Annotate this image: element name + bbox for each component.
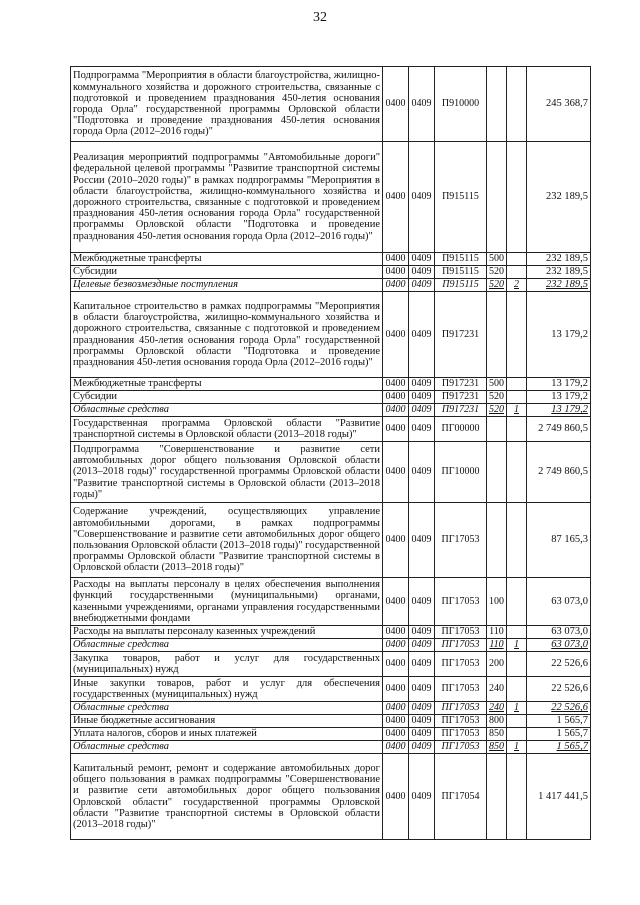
row-target-article: П917231 xyxy=(435,378,487,391)
row-section-code: 0400 xyxy=(383,378,409,391)
row-subsection-code: 0409 xyxy=(409,578,435,626)
row-section-code: 0400 xyxy=(383,578,409,626)
row-expense-type: 100 xyxy=(487,578,507,626)
row-expense-type xyxy=(487,503,507,578)
row-name: Расходы на выплаты персоналу казенных учреждений xyxy=(71,626,383,639)
row-section-code: 0400 xyxy=(383,417,409,442)
row-classifier-code xyxy=(507,715,527,728)
row-classifier-code xyxy=(507,578,527,626)
row-expense-type xyxy=(487,442,507,503)
row-amount: 2 749 860,5 xyxy=(527,417,591,442)
row-name: Реализация мероприятий подпрограммы "Автомобильные дороги" федеральной целевой программы "Развитие транспортной системы России (2010–2020 годы)" в рамках подпрограммы "Мероприятия в области благоустройства, жилищно-коммунального хозяйства и дорожного строительства, связанные с подготовкой и проведением празднования 450-летия основания города Орла" государственной программы Орловской области "Подготовка и проведение празднования 450-летия основания города Орла (2012–2016 годы)" xyxy=(71,142,383,253)
page-number: 32 xyxy=(313,10,327,25)
row-target-article: ПГ17054 xyxy=(435,754,487,840)
row-expense-type: 240 xyxy=(487,702,507,715)
row-section-code: 0400 xyxy=(383,677,409,702)
row-amount: 232 189,5 xyxy=(527,253,591,266)
row-name: Целевые безвозмездные поступления xyxy=(71,279,383,292)
row-expense-type xyxy=(487,417,507,442)
row-classifier-code xyxy=(507,253,527,266)
row-name: Государственная программа Орловской области "Развитие транспортной системы в Орловской области (2013–2018 годы)" xyxy=(71,417,383,442)
row-subsection-code: 0409 xyxy=(409,266,435,279)
row-target-article: ПГ17053 xyxy=(435,639,487,652)
row-target-article: П910000 xyxy=(435,67,487,142)
row-classifier-code: 2 xyxy=(507,279,527,292)
row-section-code: 0400 xyxy=(383,292,409,378)
row-target-article: ПГ17053 xyxy=(435,702,487,715)
row-name: Субсидии xyxy=(71,266,383,279)
row-amount: 1 417 441,5 xyxy=(527,754,591,840)
row-section-code: 0400 xyxy=(383,728,409,741)
row-name: Расходы на выплаты персоналу в целях обеспечения выполнения функций государственными (муниципальными) органами, казенными учреждениями, органами управления государственными внебюджетными фондами xyxy=(71,578,383,626)
table-row xyxy=(71,677,591,702)
row-name: Иные закупки товаров, работ и услуг для обеспечения государственных (муниципальных) нужд xyxy=(71,677,383,702)
row-classifier-code xyxy=(507,292,527,378)
row-name: Капитальный ремонт, ремонт и содержание автомобильных дорог общего пользования в рамках подпрограммы "Совершенствование и развитие сети автомобильных дорог общего пользования Орловской области" государственной программы Орловской области "Развитие транспортной системы в Орловской области (2013–2018 годы)" xyxy=(71,754,383,840)
row-classifier-code xyxy=(507,67,527,142)
table-row xyxy=(71,442,591,503)
row-amount: 87 165,3 xyxy=(527,503,591,578)
row-target-article: ПГ17053 xyxy=(435,677,487,702)
row-classifier-code xyxy=(507,417,527,442)
row-classifier-code: 1 xyxy=(507,702,527,715)
row-amount: 22 526,6 xyxy=(527,652,591,677)
row-amount: 1 565,7 xyxy=(527,715,591,728)
table-row xyxy=(71,652,591,677)
row-section-code: 0400 xyxy=(383,741,409,754)
row-subsection-code: 0409 xyxy=(409,754,435,840)
row-target-article: ПГ17053 xyxy=(435,728,487,741)
row-section-code: 0400 xyxy=(383,266,409,279)
row-section-code: 0400 xyxy=(383,639,409,652)
row-classifier-code xyxy=(507,626,527,639)
row-amount: 232 189,5 xyxy=(527,266,591,279)
row-amount: 13 179,2 xyxy=(527,378,591,391)
table-row xyxy=(71,266,591,279)
row-target-article: ПГ17053 xyxy=(435,741,487,754)
row-subsection-code: 0409 xyxy=(409,702,435,715)
row-expense-type: 110 xyxy=(487,639,507,652)
row-subsection-code: 0409 xyxy=(409,279,435,292)
row-subsection-code: 0409 xyxy=(409,652,435,677)
row-subsection-code: 0409 xyxy=(409,677,435,702)
row-amount: 232 189,5 xyxy=(527,142,591,253)
table-row xyxy=(71,639,591,652)
table-row xyxy=(71,417,591,442)
row-classifier-code: 1 xyxy=(507,404,527,417)
row-amount: 13 179,2 xyxy=(527,404,591,417)
row-amount: 1 565,7 xyxy=(527,728,591,741)
row-target-article: П917231 xyxy=(435,292,487,378)
row-section-code: 0400 xyxy=(383,754,409,840)
row-name: Субсидии xyxy=(71,391,383,404)
table-body xyxy=(71,67,591,840)
row-classifier-code xyxy=(507,503,527,578)
row-section-code: 0400 xyxy=(383,67,409,142)
row-expense-type: 110 xyxy=(487,626,507,639)
row-subsection-code: 0409 xyxy=(409,715,435,728)
row-target-article: П915115 xyxy=(435,253,487,266)
row-name: Межбюджетные трансферты xyxy=(71,253,383,266)
row-target-article: П915115 xyxy=(435,266,487,279)
row-subsection-code: 0409 xyxy=(409,639,435,652)
row-subsection-code: 0409 xyxy=(409,404,435,417)
table-row xyxy=(71,292,591,378)
row-name: Капитальное строительство в рамках подпрограммы "Мероприятия в области благоустройства, жилищно-коммунального хозяйства и дорожного строительства, связанные с подготовкой и проведением празднования 450-летия основания города Орла" государственной программы Орловской области "Подготовка и проведение празднования 450-летия основания города Орла (2012–2016 годы)" xyxy=(71,292,383,378)
row-target-article: П917231 xyxy=(435,404,487,417)
table-row xyxy=(71,728,591,741)
row-section-code: 0400 xyxy=(383,702,409,715)
table-row xyxy=(71,503,591,578)
row-name: Уплата налогов, сборов и иных платежей xyxy=(71,728,383,741)
row-amount: 63 073,0 xyxy=(527,578,591,626)
row-classifier-code: 1 xyxy=(507,639,527,652)
row-subsection-code: 0409 xyxy=(409,142,435,253)
row-expense-type: 850 xyxy=(487,728,507,741)
row-target-article: ПГ10000 xyxy=(435,442,487,503)
row-target-article: ПГ17053 xyxy=(435,626,487,639)
row-name: Межбюджетные трансферты xyxy=(71,378,383,391)
row-expense-type xyxy=(487,142,507,253)
row-target-article: П915115 xyxy=(435,142,487,253)
row-expense-type: 500 xyxy=(487,253,507,266)
row-classifier-code xyxy=(507,378,527,391)
row-expense-type: 500 xyxy=(487,378,507,391)
row-expense-type: 520 xyxy=(487,404,507,417)
row-amount: 13 179,2 xyxy=(527,391,591,404)
row-classifier-code xyxy=(507,677,527,702)
row-target-article: П917231 xyxy=(435,391,487,404)
row-name: Областные средства xyxy=(71,404,383,417)
row-subsection-code: 0409 xyxy=(409,626,435,639)
row-subsection-code: 0409 xyxy=(409,503,435,578)
row-section-code: 0400 xyxy=(383,142,409,253)
table-row xyxy=(71,754,591,840)
row-target-article: ПГ00000 xyxy=(435,417,487,442)
row-section-code: 0400 xyxy=(383,715,409,728)
row-classifier-code xyxy=(507,391,527,404)
row-target-article: П915115 xyxy=(435,279,487,292)
row-classifier-code xyxy=(507,754,527,840)
row-subsection-code: 0409 xyxy=(409,391,435,404)
row-name: Областные средства xyxy=(71,639,383,652)
row-subsection-code: 0409 xyxy=(409,292,435,378)
row-target-article: ПГ17053 xyxy=(435,578,487,626)
row-amount: 63 073,0 xyxy=(527,626,591,639)
row-name: Подпрограмма "Совершенствование и развитие сети автомобильных дорог общего пользования Орловской области (2013–2018 годы)" государственной программы Орловской области "Развитие транспортной системы в Орловской области (2013–2018 годы)" xyxy=(71,442,383,503)
row-classifier-code xyxy=(507,142,527,253)
row-amount: 22 526,6 xyxy=(527,677,591,702)
row-target-article: ПГ17053 xyxy=(435,652,487,677)
row-amount: 2 749 860,5 xyxy=(527,442,591,503)
row-classifier-code xyxy=(507,728,527,741)
row-classifier-code: 1 xyxy=(507,741,527,754)
row-expense-type: 520 xyxy=(487,279,507,292)
table-row xyxy=(71,715,591,728)
row-section-code: 0400 xyxy=(383,404,409,417)
row-expense-type: 850 xyxy=(487,741,507,754)
row-name: Закупка товаров, работ и услуг для государственных (муниципальных) нужд xyxy=(71,652,383,677)
row-name: Подпрограмма "Мероприятия в области благоустройства, жилищно-коммунального хозяйства и дорожного строительства, связанные с подготовкой и проведением празднования 450-летия основания города Орла" государственной программы Орловской области "Подготовка и проведение празднования 450-летия основания города Орла (2012–2016 годы)" xyxy=(71,67,383,142)
row-expense-type xyxy=(487,754,507,840)
row-section-code: 0400 xyxy=(383,442,409,503)
row-subsection-code: 0409 xyxy=(409,442,435,503)
row-name: Иные бюджетные ассигнования xyxy=(71,715,383,728)
row-section-code: 0400 xyxy=(383,253,409,266)
table-row xyxy=(71,404,591,417)
table-row xyxy=(71,391,591,404)
row-expense-type: 520 xyxy=(487,266,507,279)
table-row xyxy=(71,741,591,754)
row-amount: 13 179,2 xyxy=(527,292,591,378)
row-subsection-code: 0409 xyxy=(409,728,435,741)
row-amount: 1 565,7 xyxy=(527,741,591,754)
row-amount: 245 368,7 xyxy=(527,67,591,142)
row-classifier-code xyxy=(507,266,527,279)
table-row xyxy=(71,702,591,715)
budget-table xyxy=(70,66,591,840)
table-row xyxy=(71,279,591,292)
row-amount: 63 073,0 xyxy=(527,639,591,652)
row-expense-type xyxy=(487,292,507,378)
table-row xyxy=(71,578,591,626)
row-classifier-code xyxy=(507,652,527,677)
row-section-code: 0400 xyxy=(383,279,409,292)
row-section-code: 0400 xyxy=(383,503,409,578)
row-expense-type xyxy=(487,67,507,142)
row-subsection-code: 0409 xyxy=(409,67,435,142)
row-section-code: 0400 xyxy=(383,652,409,677)
row-subsection-code: 0409 xyxy=(409,741,435,754)
row-expense-type: 200 xyxy=(487,652,507,677)
row-name: Областные средства xyxy=(71,741,383,754)
row-expense-type: 240 xyxy=(487,677,507,702)
row-name: Областные средства xyxy=(71,702,383,715)
row-target-article: ПГ17053 xyxy=(435,715,487,728)
row-section-code: 0400 xyxy=(383,391,409,404)
row-name: Содержание учреждений, осуществляющих управление автомобильными дорогами, в рамках подпрограммы "Совершенствование и развитие сети автомобильных дорог общего пользования Орловской области (2013–2018 годы)" государственной программы Орловской области "Развитие транспортной системы в Орловской области (2013–2018 годы)" xyxy=(71,503,383,578)
row-amount: 232 189,5 xyxy=(527,279,591,292)
table-row xyxy=(71,626,591,639)
row-target-article: ПГ17053 xyxy=(435,503,487,578)
row-expense-type: 800 xyxy=(487,715,507,728)
table-row xyxy=(71,253,591,266)
row-section-code: 0400 xyxy=(383,626,409,639)
row-classifier-code xyxy=(507,442,527,503)
row-subsection-code: 0409 xyxy=(409,417,435,442)
row-subsection-code: 0409 xyxy=(409,253,435,266)
row-amount: 22 526,6 xyxy=(527,702,591,715)
row-expense-type: 520 xyxy=(487,391,507,404)
row-subsection-code: 0409 xyxy=(409,378,435,391)
table-row xyxy=(71,378,591,391)
table-row xyxy=(71,142,591,253)
table-row xyxy=(71,67,591,142)
